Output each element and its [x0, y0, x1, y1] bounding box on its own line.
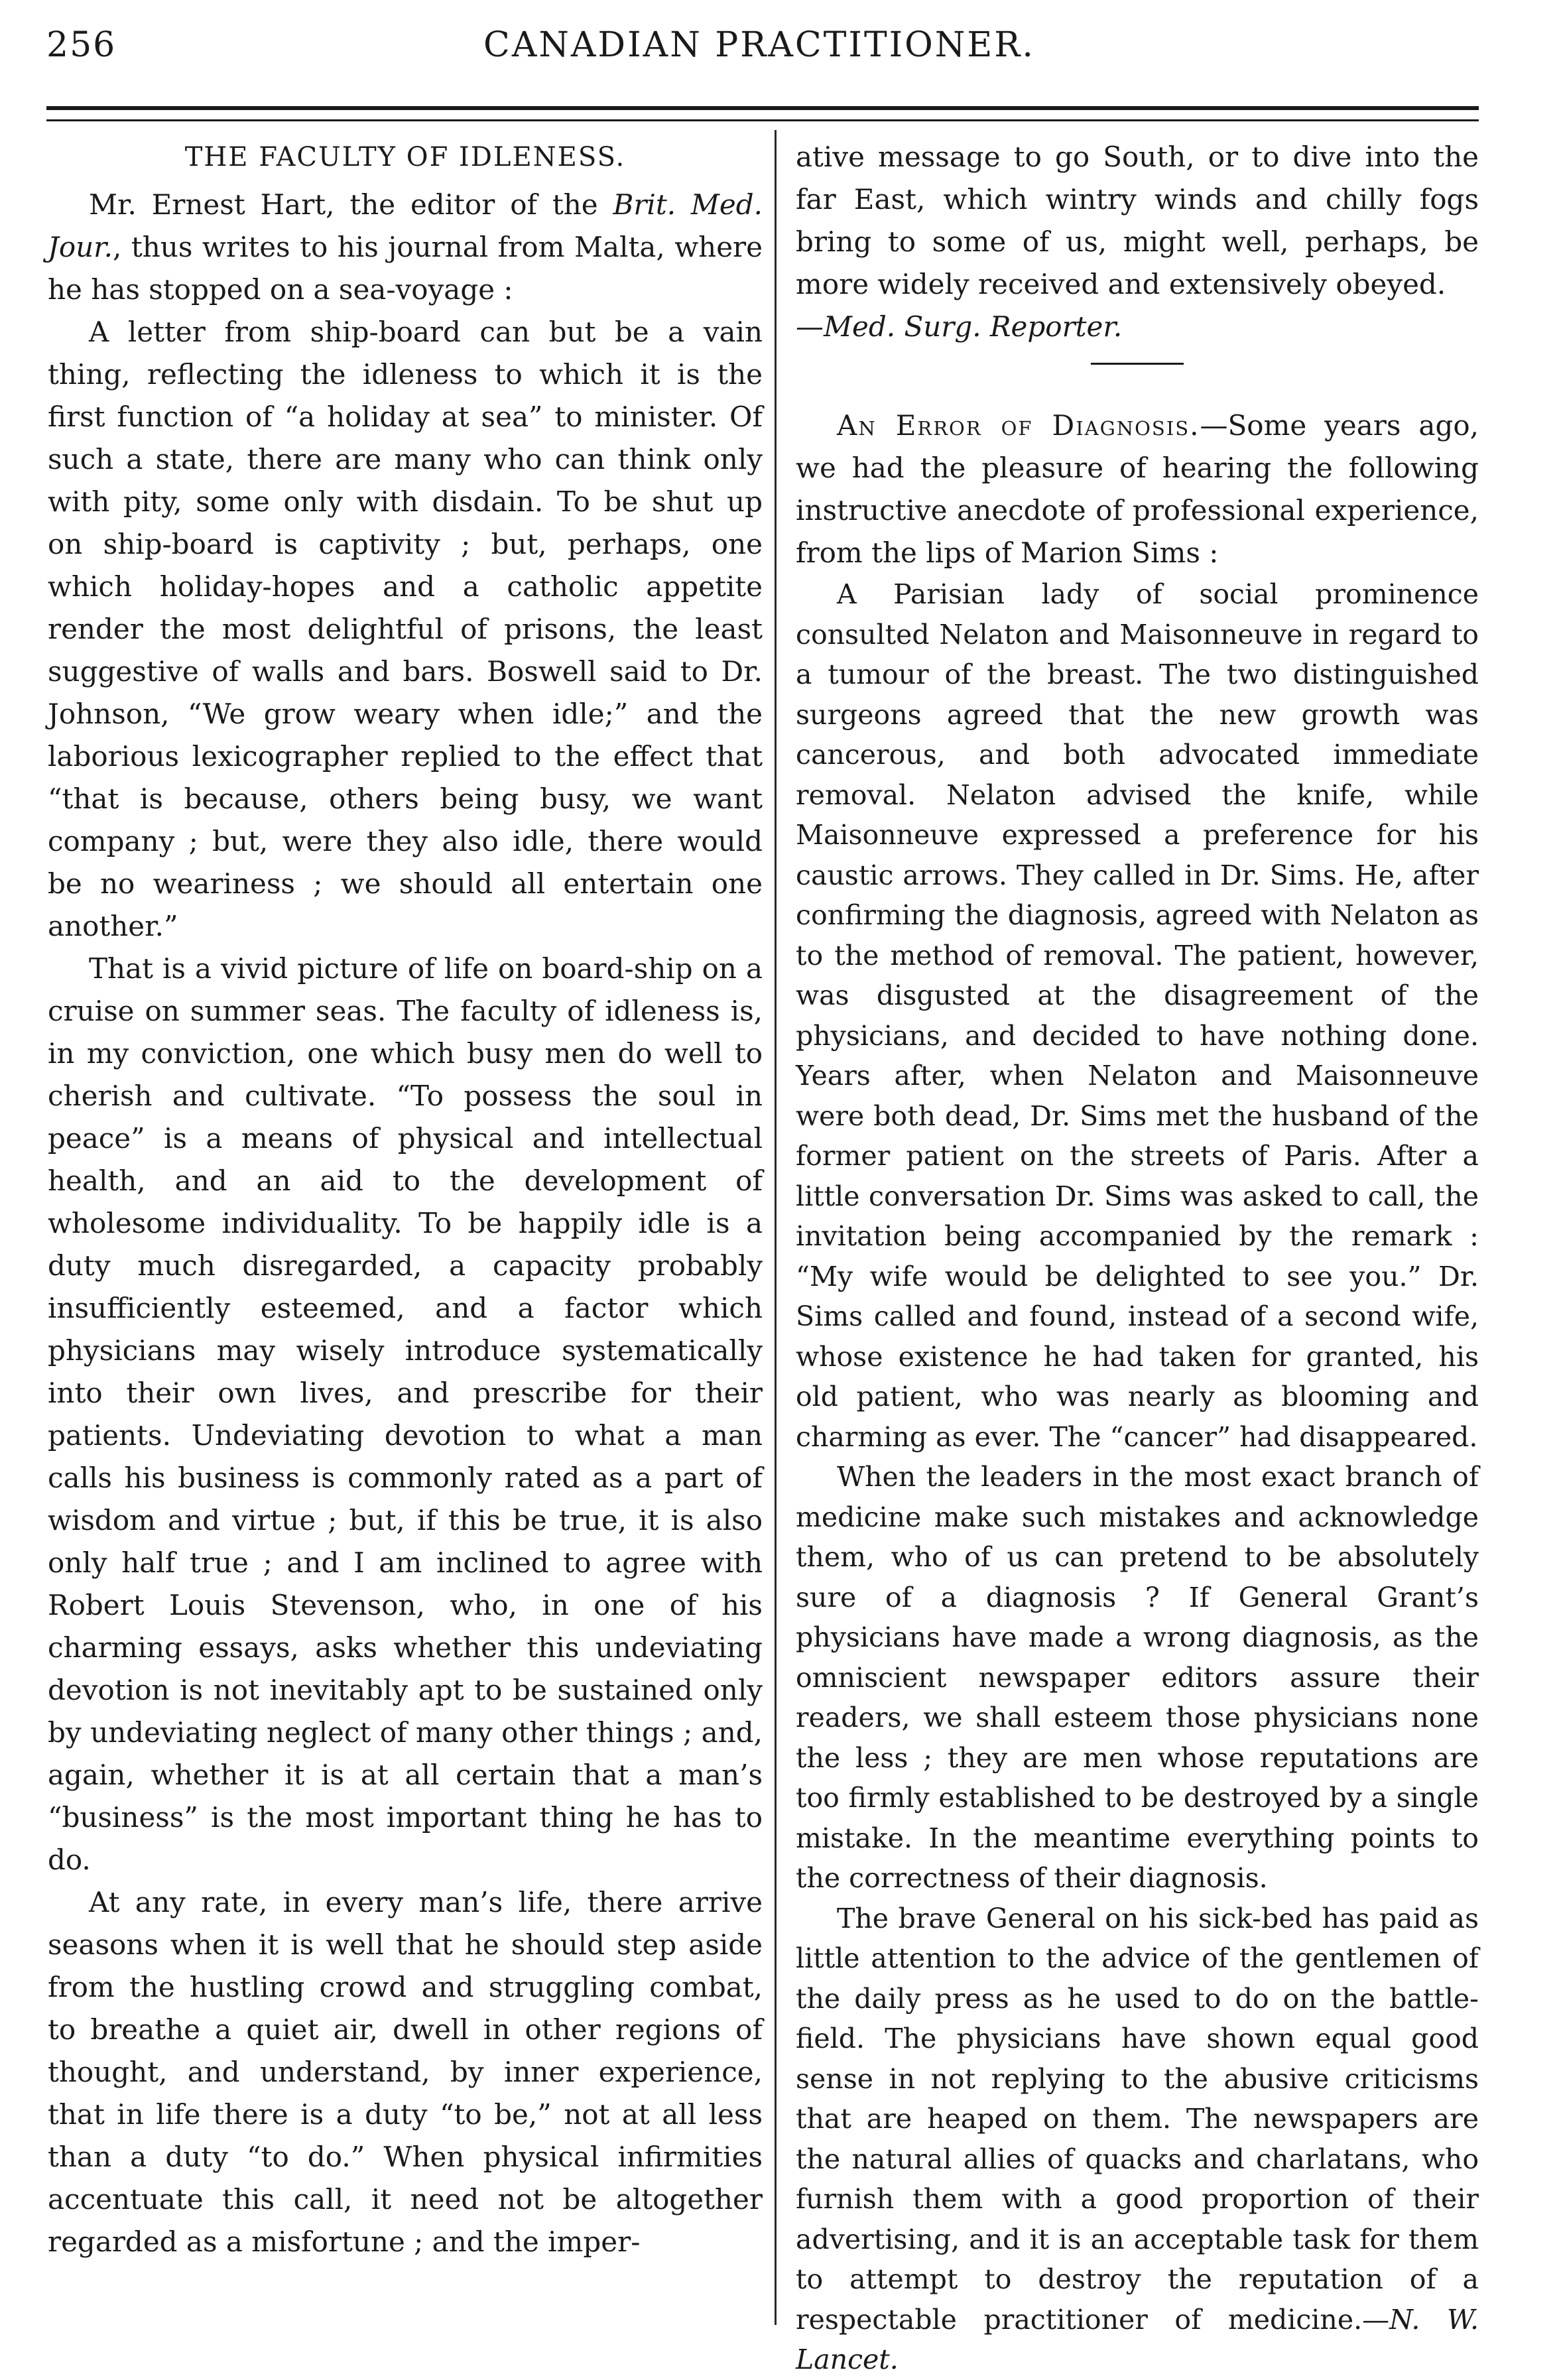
journal-name: Brit. Med. Jour. — [48, 188, 763, 263]
article2-source: —N. W. Lancet. — [796, 2303, 1479, 2375]
article1-paragraph-continued: ative message to go South, or to dive into the far East, which wintry winds and chilly fogs bring to some of us, might well, perhaps, be more widely received and extensively obeyed. —Med. Surg. Reporter. — [796, 141, 1479, 343]
article-separator-rule — [1091, 363, 1184, 365]
article-title-error-of-diagnosis: An Error of Diagnosis. — [837, 409, 1200, 442]
left-column — [48, 136, 763, 2263]
article2-paragraph-1: A Parisian lady of social prominence consulted Nelaton and Maisonneuve in regard to a tumour of the breast. The two distinguished surgeons agreed that the new growth was cancerous, and both advocated immediate removal. Nelaton advised the knife, while Maisonneuve expressed a preference for his caustic arrows. They called in Dr. Sims. He, after confirming the diagnosis, agreed with Nelaton as to the method of removal. The patient, however, was disgusted at the disagreement of the physicians, and decided to have nothing done. Years after, when Nelaton and Maisonneuve were both dead, Dr. Sims met the husband of the former patient on the streets of Paris. After a little conversation Dr. Sims was asked to call, the invitation being accompanied by the remark : “My wife would be delighted to see you.” Dr. Sims called and found, instead of a second wife, whose existence he had taken for granted, his old patient, who was nearly as blooming and charming as ever. The “cancer” had disappeared. — [796, 578, 1479, 1453]
page-header — [46, 25, 1472, 98]
article2-paragraph-3: The brave General on his sick-bed has paid as little attention to the advice of the gentlemen of the daily press as he used to do on the battle-field. The physicians have shown equal good sense in not replying to the abusive criticisms that are heaped on them. The newspapers are the natural allies of quacks and charlatans, who furnish them with a good proportion of their advertising, and it is an acceptable task for them to attempt to destroy the reputation of a respectable practitioner of medicine.—N. W. Lancet. — [796, 1902, 1479, 2375]
article2-intro-paragraph: An Error of Diagnosis.—Some years ago, we had the pleasure of hearing the following instructive anecdote of professional experience, from the lips of Marion Sims : — [796, 409, 1479, 569]
article1-paragraph-4: At any rate, in every man’s life, there arrive seasons when it is well that he should step aside from the hustling crowd and struggling combat, to breathe a quiet air, dwell in other regions of thought, and understand, by inner experience, that in life there is a duty “to be,” not at all less than a duty “to do.” When physical infirmities accentuate this call, it need not be altogether regarded as a misfortune ; and the imper- — [48, 1886, 763, 2258]
article1-paragraph-3: That is a vivid picture of life on board-ship on a cruise on summer seas. The faculty of idleness is, in my conviction, one which busy men do well to cherish and cultivate. “To possess the soul in peace” is a means of physical and intellectual health, and an aid to the development of wholesome individuality. To be happily idle is a duty much disregarded, a capacity probably insufficiently esteemed, and a factor which physicians may wisely introduce systematically into their own lives, and prescribe for their patients. Undeviating devotion to what a man calls his business is commonly rated as a part of wisdom and virtue ; but, if this be true, it is also only half true ; and I am inclined to agree with Robert Louis Stevenson, who, in one of his charming essays, asks whether this undeviating devotion is not inevitably apt to be sustained only by undeviating neglect of many other things ; and, again, whether it is at all certain that a man’s “business” is the most important thing he has to do. — [48, 952, 763, 1876]
article2-body — [796, 574, 1479, 2380]
article2-paragraph-2: When the leaders in the most exact branch of medicine make such mistakes and acknowledge them, who of us can pretend to be absolutely sure of a diagnosis ? If General Grant’s physicians have made a wrong diagnosis, as the omniscient newspaper editors assure their readers, we shall esteem those physicians none the less ; they are men whose reputations are too firmly established to be destroyed by a single mistake. In the meantime everything points to the correctness of their diagnosis. — [796, 1461, 1479, 1894]
right-column — [796, 136, 1479, 2380]
article1-paragraph-2: A letter from ship-board can but be a vain thing, reflecting the idleness to which it is the first function of “a holiday at sea” to minister. Of such a state, there are many who can think only with pity, some only with disdain. To be shut up on ship-board is captivity ; but, perhaps, one which holiday-hopes and a catholic appetite render the most delightful of prisons, the least suggestive of walls and bars. Boswell said to Dr. Johnson, “We grow weary when idle;” and the laborious lexicographer replied to the effect that “that is because, others being busy, we want company ; but, were they also idle, there would be no weariness ; we should all entertain one another.” — [48, 316, 763, 942]
page-number: 256 — [46, 25, 117, 65]
article1-intro-paragraph: Mr. Ernest Hart, the editor of the Brit. Med. Jour., thus writes to his journal from Malta, where he has stopped on a sea-voyage : — [48, 188, 763, 306]
column-divider — [775, 130, 777, 2325]
article1-source: —Med. Surg. Reporter. — [796, 310, 1123, 343]
header-rule-thin — [46, 119, 1479, 121]
header-rule-thick — [46, 106, 1479, 110]
article-title-faculty-of-idleness: THE FACULTY OF IDLENESS. — [184, 142, 626, 172]
running-title: CANADIAN PRACTITIONER. — [483, 25, 1035, 65]
